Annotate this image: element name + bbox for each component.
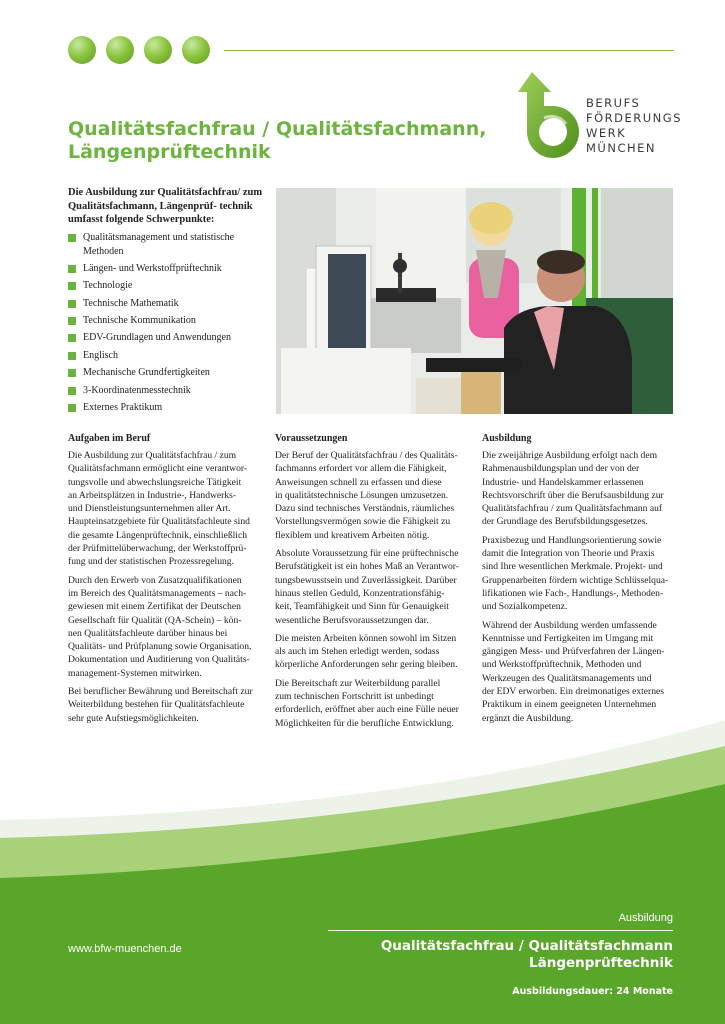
footer-divider — [328, 930, 673, 931]
list-item — [68, 297, 268, 311]
logo-line: FÖRDERUNGS — [586, 111, 682, 125]
footer-category: Ausbildung — [618, 912, 673, 924]
title-line: Qualitätsfachfrau / Qualitätsfachmann, — [68, 118, 487, 140]
paragraph: Absolute Voraussetzung für eine prüftechnische Berufstätigkeit ist ein hohes Maß an Verantwor- tungsbewusstsein und Zuverlässigkeit. Darüber hinaus stellen Geduld, Konzentrationsfähig- keit, Teamfähigkeit und Sinn für Genauigkeit wesentliche Berufsvoraussetzungen dar. — [275, 548, 459, 626]
paragraph: Die meisten Arbeiten können sowohl im Sitzen als auch im Stehen erledigt werden, sodass körperliche Anforderungen sehr gering bleiben. — [275, 632, 458, 671]
section-heading: Aufgaben im Beruf — [68, 433, 151, 444]
list-item — [68, 279, 268, 293]
bullet-square-icon — [68, 300, 76, 308]
footer-title-line: Qualitätsfachfrau / Qualitätsfachmann — [380, 938, 673, 954]
paragraph: Durch den Erwerb von Zusatzqualifikationen im Bereich des Qualitätsmanagements – nach- gewiesen mit einem Zertifikat der Deutschen Gesellschaft für Qualität (QA-Schein) – kön- nen Qualitätsfachleute darüber hinaus bei Qualitäts- und Prüfplanung sowie Organisation, Dokumentation und Auditierung von Qualitäts- management-Systemen mitwirken. — [68, 574, 252, 679]
logo-line: WERK — [586, 126, 627, 140]
bullet-square-icon — [68, 334, 76, 342]
list-item-label: Qualitätsmanagement und statistische Methoden — [83, 231, 235, 257]
lab-photo — [276, 188, 673, 414]
bullet-square-icon — [68, 282, 76, 290]
page-title — [68, 118, 488, 164]
logo-line: BERUFS — [586, 96, 641, 110]
focus-list — [68, 231, 268, 416]
list-item-label: 3-Koordinatenmesstechnik — [83, 384, 191, 396]
list-item — [68, 331, 268, 345]
list-item-label: Technische Kommunikation — [83, 315, 196, 327]
logo-line: MÜNCHEN — [586, 141, 656, 155]
decorative-dots — [68, 36, 210, 64]
green-dot-icon — [144, 36, 172, 64]
list-item — [68, 314, 268, 328]
paragraph: Die Ausbildung zur Qualitätsfachfrau / zum Qualitätsfachmann ermöglicht eine verantwor- tungsvolle und abwechslungsreiche Tätigkeit an Arbeitsplätzen in Industrie-, Handwerks- und Dienstleistungsunternehmen aller Art. Haupteinsatzgebiete für Qualitätsfachleute sind die gesamte Längenprüftechnik, einschließlich der Prüfmittelüberwachung, der Werkstoffprü- fung und der statistischen Prozessregelung. — [68, 450, 250, 568]
logo-wordmark — [586, 96, 682, 156]
bullet-square-icon — [68, 387, 76, 395]
section-heading: Voraussetzungen — [275, 433, 348, 444]
list-item-label: Mechanische Grundfertigkeiten — [83, 367, 210, 379]
list-item-label: EDV-Grundlagen und Anwendungen — [83, 332, 231, 344]
intro-heading: Die Ausbildung zur Qualitätsfachfrau/ zum Qualitätsfachmann, Längenprüf- technik umfasst folgende Schwerpunkte: — [68, 187, 263, 225]
footer-title — [381, 938, 673, 972]
footer-swoosh — [0, 720, 725, 1024]
bfw-logo — [514, 70, 682, 160]
paragraph: Bei beruflicher Bewährung und Bereitschaft zur Weiterbildung bestehen für Qualitätsfachleute sehr gute Aufstiegsmöglichkeiten. — [68, 686, 253, 724]
list-item-label: Technologie — [83, 280, 133, 292]
paragraph: Während der Ausbildung werden umfassende Kenntnisse und Fertigkeiten im Umgang mit gängigen Mess- und Prüfverfahren der Längen- und Werkstoffprüftechnik, Methoden und Werkzeugen des Qualitätsmanagements und der EDV erworben. Ein dreimonatiges externes Praktikum in einem geeigneten Unternehmen ergänzt die Ausbildung. — [482, 619, 665, 724]
top-divider — [224, 50, 674, 51]
bullet-square-icon — [68, 369, 76, 377]
bullet-square-icon — [68, 234, 76, 242]
list-item — [68, 384, 268, 398]
bullet-square-icon — [68, 352, 76, 360]
bullet-square-icon — [68, 265, 76, 273]
green-dot-icon — [182, 36, 210, 64]
paragraph: Die zweijährige Ausbildung erfolgt nach dem Rahmenausbildungsplan und der von der Industrie- und Handelskammer erlassenen Rechtsvorschrift über die Berufsausbildung zur Qualitätsfachfrau / zum Qualitätsfachmann auf der Grundlage des Berufsbildungsgesetzes. — [482, 450, 664, 528]
list-item — [68, 349, 268, 363]
lab-photo-illustration — [276, 188, 673, 414]
footer-website-link[interactable]: www.bfw-muenchen.de — [68, 943, 182, 955]
list-item-label: Externes Praktikum — [83, 402, 163, 414]
bullet-square-icon — [68, 404, 76, 412]
section-heading: Ausbildung — [482, 433, 532, 444]
intro-section — [68, 186, 268, 418]
paragraph: Der Beruf der Qualitätsfachfrau / des Qualitäts- fachmanns erfordert vor allem die Fähigkeit, Anweisungen schnell zu erfassen und diese in qualitätstechnische Lösungen umzusetzen. Dazu sind technisches Verständnis, räumliches Vorstellungsvermögen sowie die Fähigkeit zu flexiblem und kreativem Arbeiten nötig. — [275, 450, 458, 541]
list-item-label: Englisch — [83, 349, 118, 361]
column-voraussetzungen — [275, 432, 465, 735]
green-dot-icon — [106, 36, 134, 64]
paragraph: Die Bereitschaft zur Weiterbildung parallel zum technischen Fortschritt ist unbedingt erforderlich, eröffnet aber auch eine Fülle neuer Möglichkeiten für die berufliche Entwicklung. — [275, 677, 459, 729]
title-line: Längenprüftechnik — [68, 141, 271, 163]
column-ausbildung — [482, 432, 672, 730]
footer-title-line: Längenprüftechnik — [529, 955, 673, 971]
list-item — [68, 231, 268, 259]
paragraph: Praxisbezug und Handlungsorientierung sowie damit die Integration von Theorie und Praxis sind Ihre wesentlichen Merkmale. Projekt- und Gruppenarbeiten fördern wichtige Schlüsselqua- lifikationen wie Fach-, Handlungs-, Methoden- und Sozialkompetenz. — [482, 534, 669, 613]
column-aufgaben — [68, 432, 258, 730]
list-item — [68, 401, 268, 415]
list-item — [68, 262, 268, 276]
list-item-label: Längen- und Werkstoffprüftechnik — [83, 262, 222, 274]
bullet-square-icon — [68, 317, 76, 325]
green-dot-icon — [68, 36, 96, 64]
bfw-logo-icon — [514, 70, 584, 160]
training-duration: Ausbildungsdauer: 24 Monate — [512, 986, 673, 997]
list-item-label: Technische Mathematik — [83, 297, 179, 309]
list-item — [68, 366, 268, 380]
